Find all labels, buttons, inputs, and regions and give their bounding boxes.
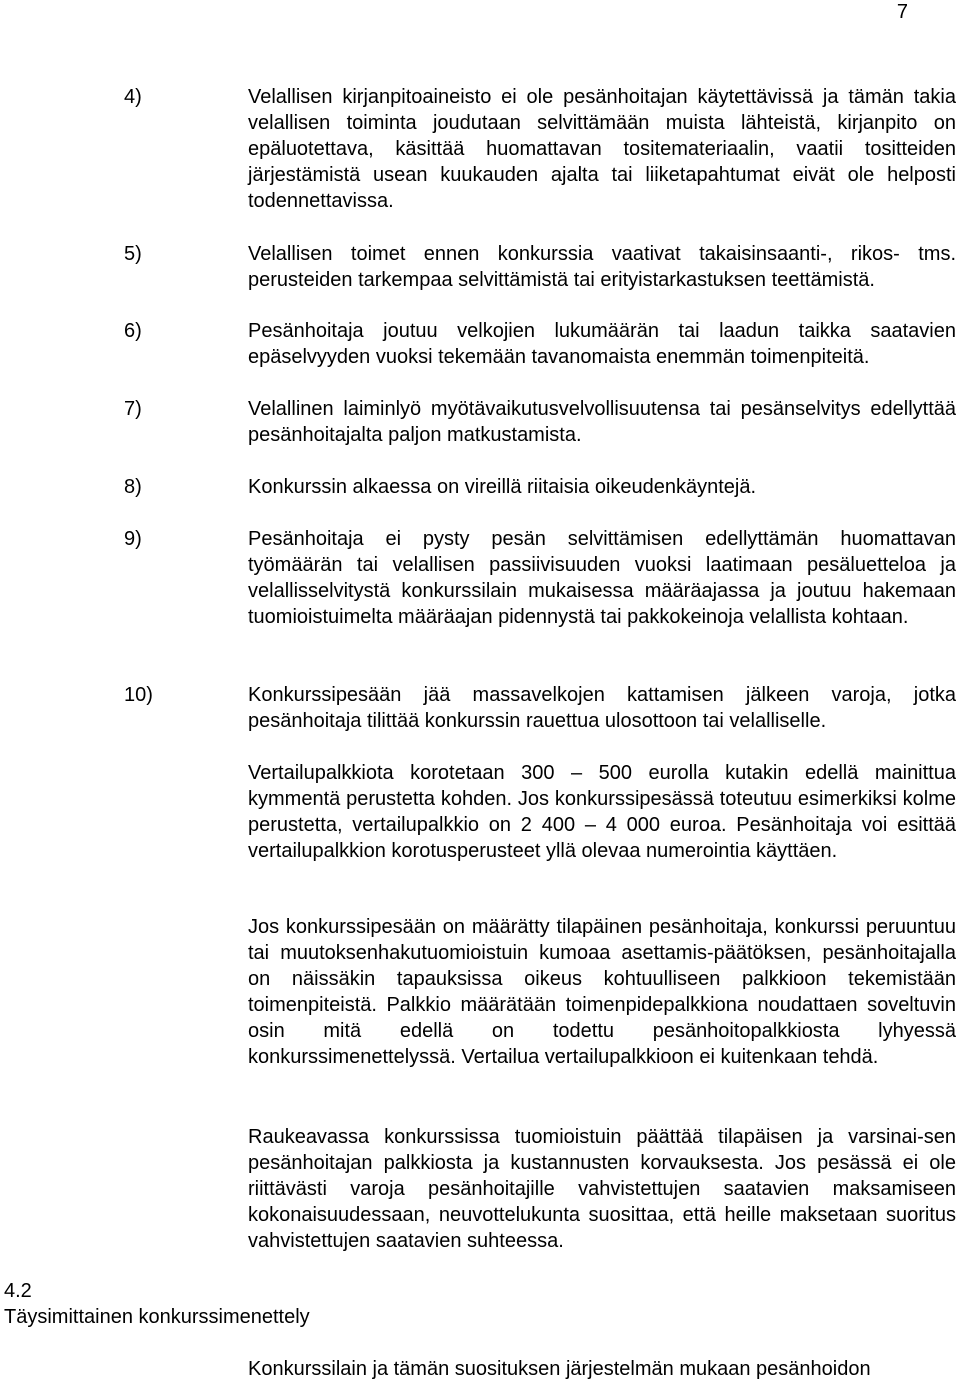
list-item-text: Pesänhoitaja ei pysty pesän selvittämisen edellyttämän huomattavan työmäärän tai velallisen passiivisuuden vuoksi laatimaan pesäluetteloa ja velallisselvitystä konkurssilain mukaisessa määräajassa ja joutuu hakemaan tuomioistuimelta määräajan pidennystä tai pakkokeinoja velallista kohtaan. [248, 528, 956, 628]
list-item-number: 7) [124, 398, 142, 420]
body-paragraph: Vertailupalkkiota korotetaan 300 – 500 eurolla kutakin edellä mainittua kymmentä perustetta kohden. Jos konkurssipesässä toteutuu esimerkiksi kolme perustetta, vertailupalkkio on 2 400 – 4 000 euroa. Pesänhoitaja voi esittää vertailupalkkion korotusperusteet yllä olevaa numerointia käyttäen. [248, 762, 956, 862]
list-item [124, 526, 956, 630]
body-paragraph: Raukeavassa konkurssissa tuomioistuin päättää tilapäisen ja varsinai-sen pesänhoitajan palkkiosta ja kustannusten korvauksesta. Jos pesässä ei ole riittävästi varoja pesänhoitajille vahvistettujen saatavien maksamiseen kokonaisuudessaan, neuvottelukunta suosittaa, että heille maksetaan suoritus vahvistettujen saatavien suhteessa. [248, 1126, 956, 1252]
page-number: 7 [896, 1, 908, 23]
list-item [124, 396, 956, 448]
list-item-text: Velallinen laiminlyö myötävaikutusvelvollisuutensa tai pesänselvitys edellyttää pesänhoitajalta paljon matkustamista. [248, 398, 956, 446]
section-title: Täysimittainen konkurssimenettely [4, 1306, 310, 1328]
section-heading [4, 1278, 310, 1330]
section-number: 4.2 [4, 1280, 32, 1302]
list-item-text: Konkurssipesään jää massavelkojen kattamisen jälkeen varoja, jotka pesänhoitaja tilittää konkurssin rauettua ulosottoon tai velalliselle. [248, 684, 956, 732]
list-item-text: Pesänhoitaja joutuu velkojien lukumäärän tai laadun taikka saatavien epäselvyyden vuoksi tekemään tavanomaista enemmän toimenpiteitä. [248, 320, 956, 368]
list-item-number: 9) [124, 528, 142, 550]
list-item-number: 10) [124, 684, 153, 706]
list-item-number: 8) [124, 476, 142, 498]
list-item-number: 5) [124, 243, 142, 265]
list-item [124, 682, 956, 734]
list-item [124, 241, 956, 293]
list-item [124, 318, 956, 370]
list-item-text: Velallisen kirjanpitoaineisto ei ole pesänhoitajan käytettävissä ja tämän takia velallisen toiminta joudutaan selvittämään muista lähteistä, kirjanpito on epäluotettava, käsittää huomattavan tositemateriaalin, vaatii tositteiden järjestämistä usean kuukauden ajalta tai liiketapahtumat eivät ole helposti todennettavissa. [248, 86, 956, 212]
body-paragraph: Jos konkurssipesään on määrätty tilapäinen pesänhoitaja, konkurssi peruuntuu tai muutoksenhakutuomioistuin kumoaa asettamis-päätöksen, pesänhoitajalla on näissäkin tapauksissa oikeus kohtuulliseen palkkioon tekemistään toimenpiteistä. Palkkio määrätään toimenpidepalkkiona noudattaen soveltuvin osin mitä edellä on todettu pesänhoitopalkkiosta lyhyessä konkurssimenettelyssä. Vertailua vertailupalkkioon ei kuitenkaan tehdä. [248, 916, 956, 1068]
list-item-text: Velallisen toimet ennen konkurssia vaativat takaisinsaanti-, rikos- tms. perusteiden tarkempaa selvittämistä tai erityistarkastuksen teettämistä. [248, 243, 956, 291]
list-item [124, 474, 956, 500]
list-item [124, 84, 956, 214]
list-item-number: 4) [124, 86, 142, 108]
body-paragraph: Konkurssilain ja tämän suosituksen järjestelmän mukaan pesänhoidon [248, 1358, 871, 1380]
list-item-text: Konkurssin alkaessa on vireillä riitaisia oikeudenkäyntejä. [248, 476, 757, 498]
list-item-number: 6) [124, 320, 142, 342]
